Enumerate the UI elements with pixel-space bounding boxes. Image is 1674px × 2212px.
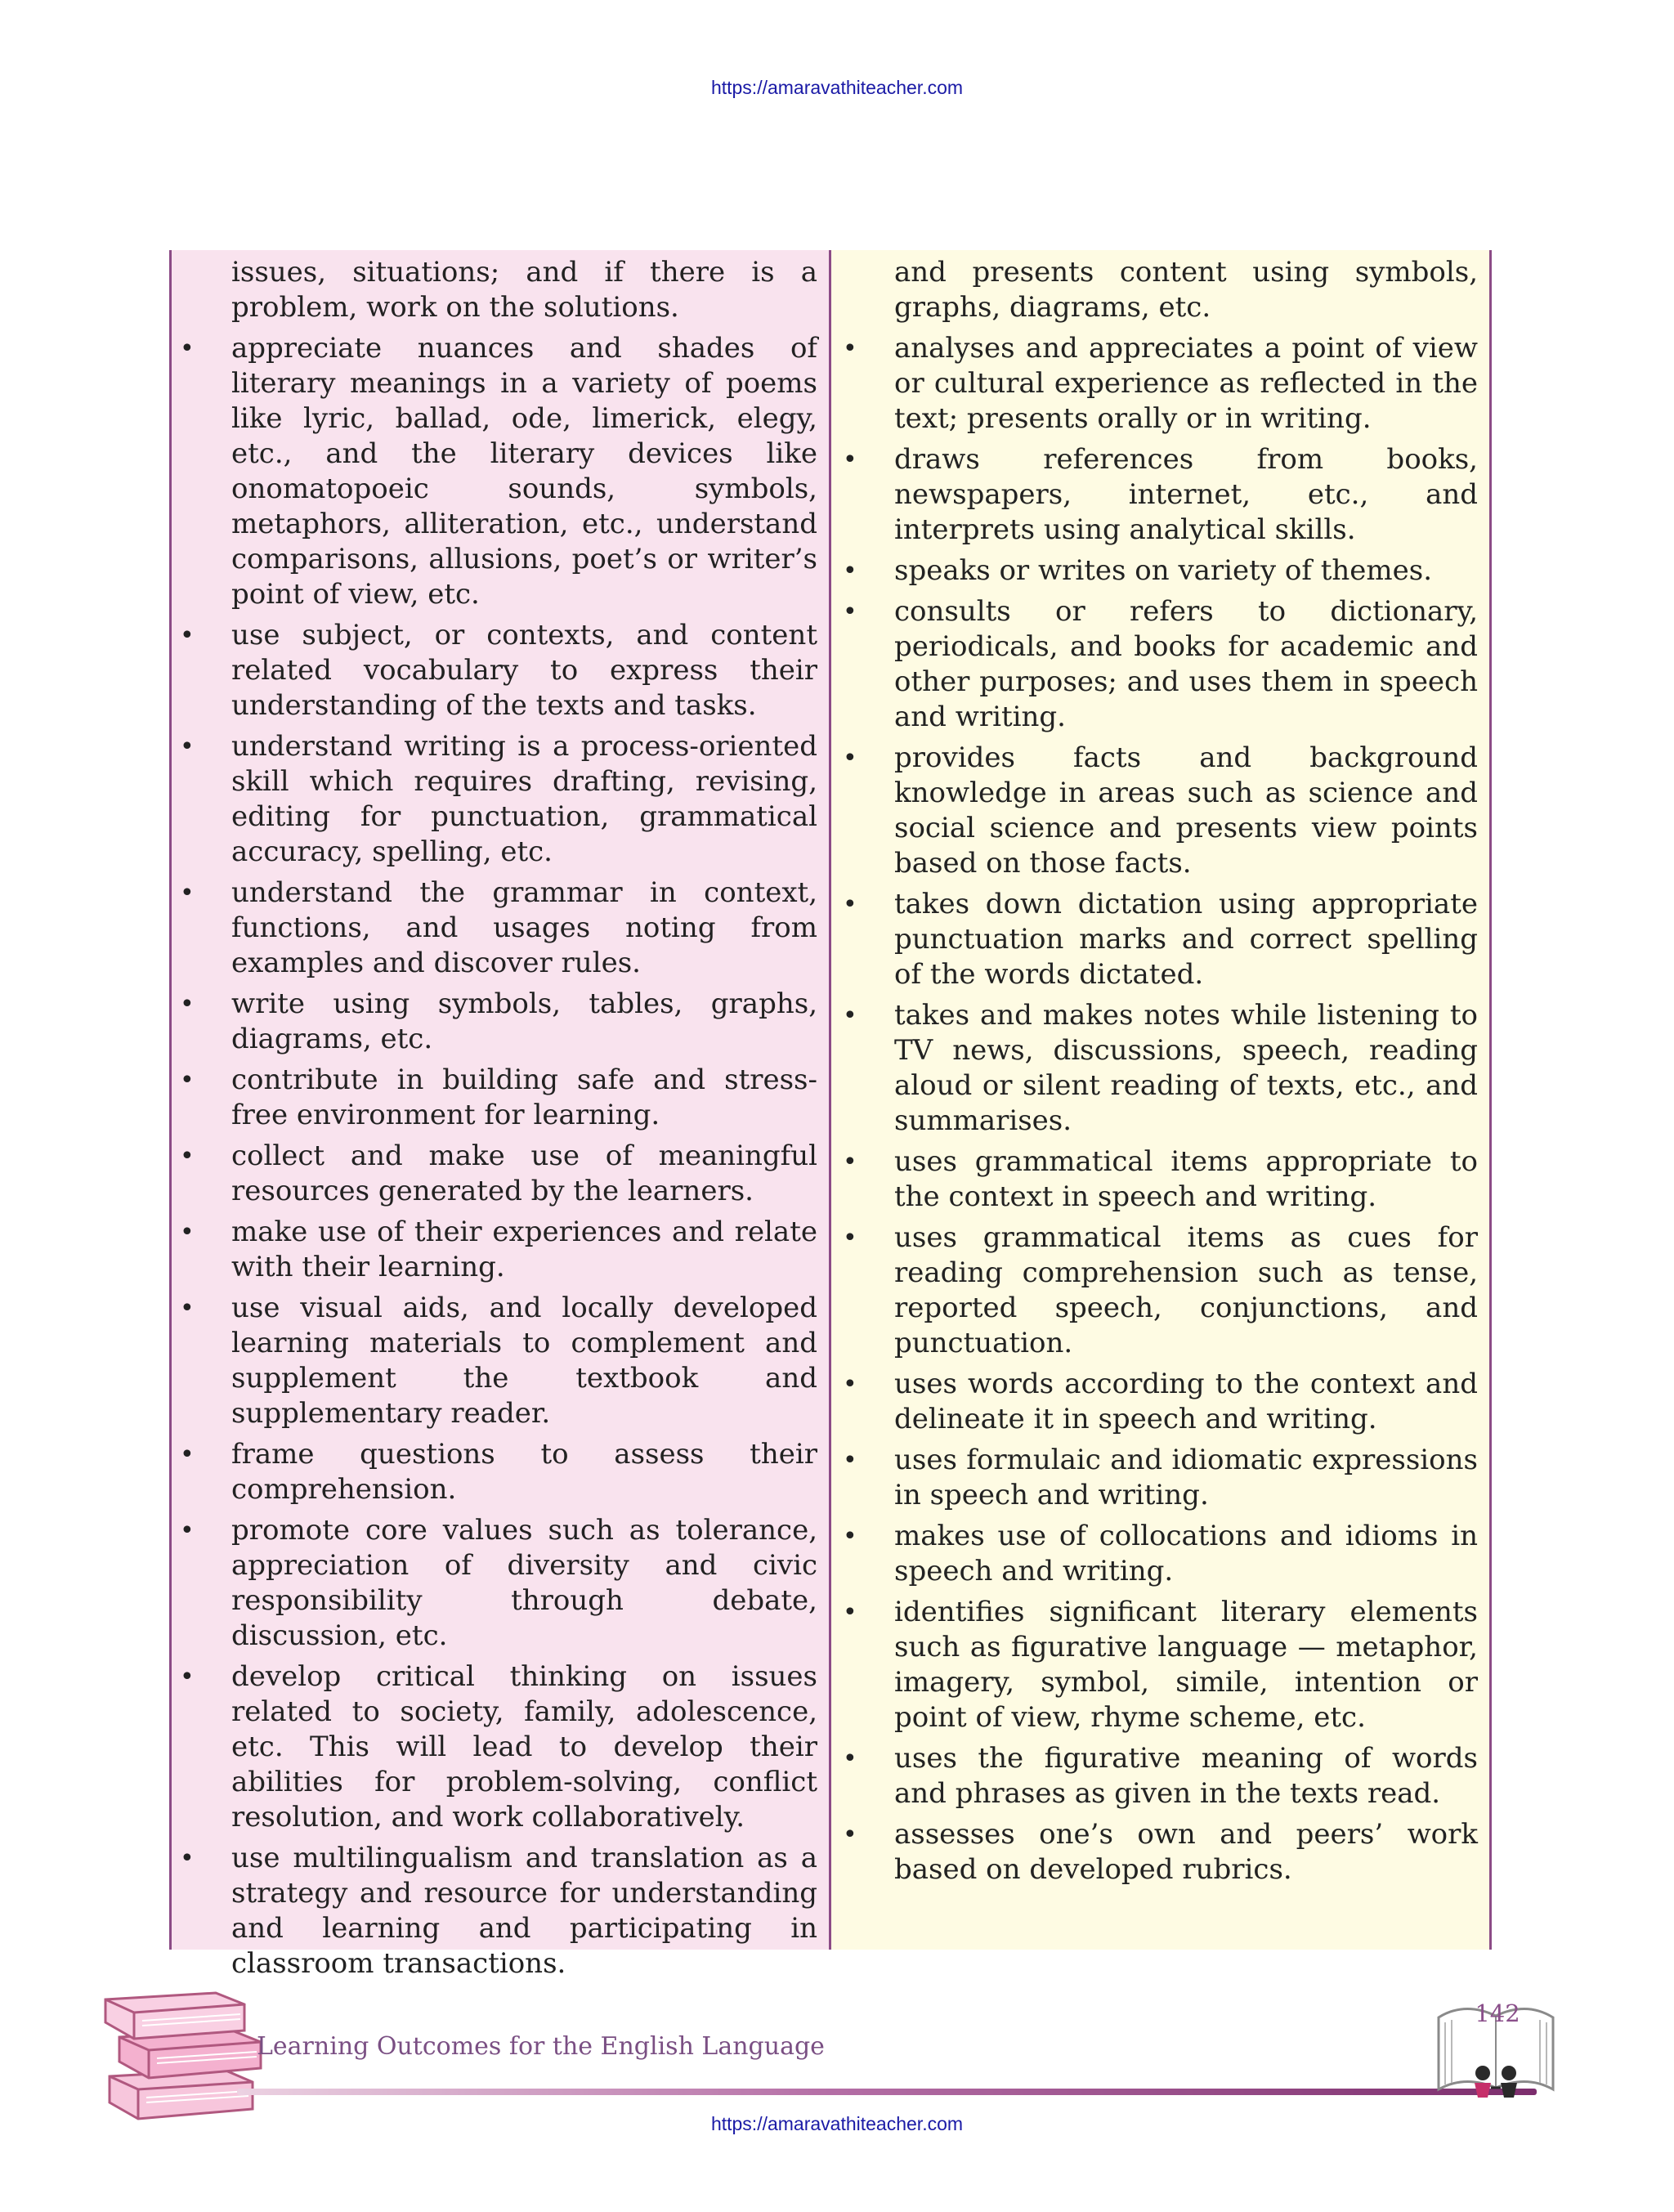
list-item	[180, 875, 817, 981]
list-item-text: identifies significant literary elements such as figurative language — metaphor, imagery, symbol, simile, intention or point of view, rhyme scheme, etc.	[894, 1596, 1478, 1734]
bullet-icon: •	[180, 879, 195, 907]
list-item-text: understand the grammar in context, functions, and usages noting from examples and discover rules.	[231, 876, 817, 979]
right-column-learning-outcomes	[831, 250, 1492, 1950]
list-item	[843, 1741, 1478, 1811]
list-item-text: use visual aids, and locally developed learning materials to complement and supplement the textbook and supplementary reader.	[231, 1292, 817, 1430]
bullet-icon: •	[843, 1820, 857, 1849]
list-item-text: consults or refers to dictionary, periodicals, and books for academic and other purposes; and uses them in speech and writing.	[894, 595, 1478, 733]
page-number: 142	[1475, 1999, 1520, 2027]
list-item-text: make use of their experiences and relate with their learning.	[231, 1216, 817, 1283]
list-item-text: takes and makes notes while listening to TV news, discussions, speech, reading aloud or silent reading of texts, etc., and summarises.	[894, 999, 1478, 1137]
list-item	[843, 998, 1478, 1139]
bullet-icon: •	[843, 1744, 857, 1773]
bullet-icon: •	[180, 990, 195, 1019]
list-item-text: collect and make use of meaningful resources generated by the learners.	[231, 1140, 817, 1207]
bullet-icon: •	[843, 1224, 857, 1252]
list-item	[180, 1139, 817, 1209]
header-url-link[interactable]: https://amaravathiteacher.com	[710, 77, 964, 98]
list-item-text: uses grammatical items appropriate to the context in speech and writing.	[894, 1145, 1478, 1213]
list-item	[843, 1817, 1478, 1887]
list-item-text: uses the figurative meaning of words and phrases as given in the texts read.	[894, 1742, 1478, 1810]
bullet-icon: •	[843, 890, 857, 919]
footer-title: Learning Outcomes for the English Language	[257, 2032, 825, 2061]
bullet-icon: •	[843, 1522, 857, 1551]
list-item-text: takes down dictation using appropriate punctuation marks and correct spelling of the words dictated.	[894, 888, 1478, 991]
list-item-text: understand writing is a process-oriented skill which requires drafting, revising, editing for punctuation, grammatical accuracy, spelling, etc.	[231, 730, 817, 868]
list-item	[180, 1063, 817, 1133]
list-item-text: write using symbols, tables, graphs, diagrams, etc.	[231, 987, 817, 1055]
bullet-icon: •	[180, 1844, 195, 1873]
list-item-text: assesses one’s own and peers’ work based on developed rubrics.	[894, 1818, 1478, 1886]
list-item-text: appreciate nuances and shades of literary meanings in a variety of poems like lyric, ballad, ode, limerick, elegy, etc., and the literary devices like onomatopoeic sounds, symbols, metaphors, alliteration, etc., understand comparisons, allusions, poet’s or writer’s point of view, etc.	[231, 332, 817, 611]
bullet-icon: •	[843, 334, 857, 363]
list-item	[843, 1595, 1478, 1735]
list-item	[180, 987, 817, 1057]
bullet-icon: •	[180, 1294, 195, 1323]
list-item-text: use subject, or contexts, and content related vocabulary to express their understanding of the texts and tasks.	[231, 619, 817, 722]
list-item-text: uses formulaic and idiomatic expressions in speech and writing.	[894, 1444, 1478, 1511]
footer-url-link[interactable]: https://amaravathiteacher.com	[710, 2113, 964, 2134]
bullet-icon: •	[180, 732, 195, 761]
list-item-text: speaks or writes on variety of themes.	[894, 554, 1433, 587]
bullet-icon: •	[180, 1066, 195, 1095]
list-item-text: analyses and appreciates a point of view or cultural experience as reflected in the text; presents orally or in writing.	[894, 332, 1478, 435]
bullet-icon: •	[843, 744, 857, 772]
list-item-text: use multilingualism and translation as a strategy and resource for understanding and learning and participating in classroom transactions.	[231, 1842, 817, 1980]
list-item-text: contribute in building safe and stress-free environment for learning.	[231, 1063, 817, 1131]
books-stack-icon	[101, 1988, 269, 2123]
bullet-icon: •	[843, 557, 857, 585]
bullet-icon: •	[180, 1516, 195, 1545]
list-item	[843, 1144, 1478, 1215]
bullet-icon: •	[843, 446, 857, 474]
bullet-icon: •	[180, 1142, 195, 1171]
list-item-text: uses words according to the context and delineate it in speech and writing.	[894, 1368, 1478, 1435]
bullet-icon: •	[843, 1598, 857, 1627]
bullet-icon: •	[843, 1001, 857, 1030]
list-item	[843, 1367, 1478, 1437]
bullet-icon: •	[180, 1663, 195, 1691]
list-item-text: makes use of collocations and idioms in speech and writing.	[894, 1520, 1478, 1587]
bullet-icon: •	[843, 1148, 857, 1176]
bullet-icon: •	[843, 598, 857, 626]
bullet-icon: •	[180, 334, 195, 363]
bullet-icon: •	[180, 621, 195, 650]
list-item-text: develop critical thinking on issues related to society, family, adolescence, etc. This will lead to develop their abilities for problem-solving, conflict resolution, and work collaboratively.	[231, 1660, 817, 1834]
list-item-text: draws references from books, newspapers, internet, etc., and interprets using analytical skills.	[894, 443, 1478, 546]
list-item	[180, 1513, 817, 1654]
list-item	[843, 1443, 1478, 1513]
list-item	[180, 1659, 817, 1835]
left-bullet-list	[180, 331, 817, 1981]
bullet-icon: •	[180, 1218, 195, 1247]
list-item	[843, 741, 1478, 881]
footer-rule	[237, 2089, 1537, 2095]
list-item	[180, 1291, 817, 1431]
list-item	[180, 331, 817, 612]
list-item	[180, 618, 817, 723]
list-item	[180, 1841, 817, 1981]
list-item-text: frame questions to assess their comprehension.	[231, 1438, 817, 1506]
bullet-icon: •	[843, 1370, 857, 1399]
list-item	[180, 1437, 817, 1507]
left-column-continuation: issues, situations; and if there is a problem, work on the solutions.	[231, 256, 817, 324]
list-item	[843, 594, 1478, 735]
list-item-text: provides facts and background knowledge in areas such as science and social science and presents view points based on those facts.	[894, 741, 1478, 880]
right-column-continuation: and presents content using symbols, graphs, diagrams, etc.	[894, 256, 1478, 324]
list-item-text: uses grammatical items as cues for reading comprehension such as tense, reported speech, conjunctions, and punctuation.	[894, 1221, 1478, 1359]
bullet-icon: •	[843, 1446, 857, 1475]
left-column-pedagogical-processes	[169, 250, 831, 1980]
list-item	[843, 1220, 1478, 1361]
list-item	[843, 442, 1478, 548]
list-item	[843, 331, 1478, 437]
list-item	[843, 1519, 1478, 1589]
list-item	[843, 553, 1478, 589]
list-item	[180, 729, 817, 870]
bullet-icon: •	[180, 1440, 195, 1469]
right-bullet-list	[843, 331, 1478, 1887]
list-item-text: promote core values such as tolerance, appreciation of diversity and civic responsibility through debate, discussion, etc.	[231, 1514, 817, 1652]
learning-outcomes-table	[169, 250, 1492, 1980]
list-item	[180, 1215, 817, 1285]
list-item	[843, 887, 1478, 992]
